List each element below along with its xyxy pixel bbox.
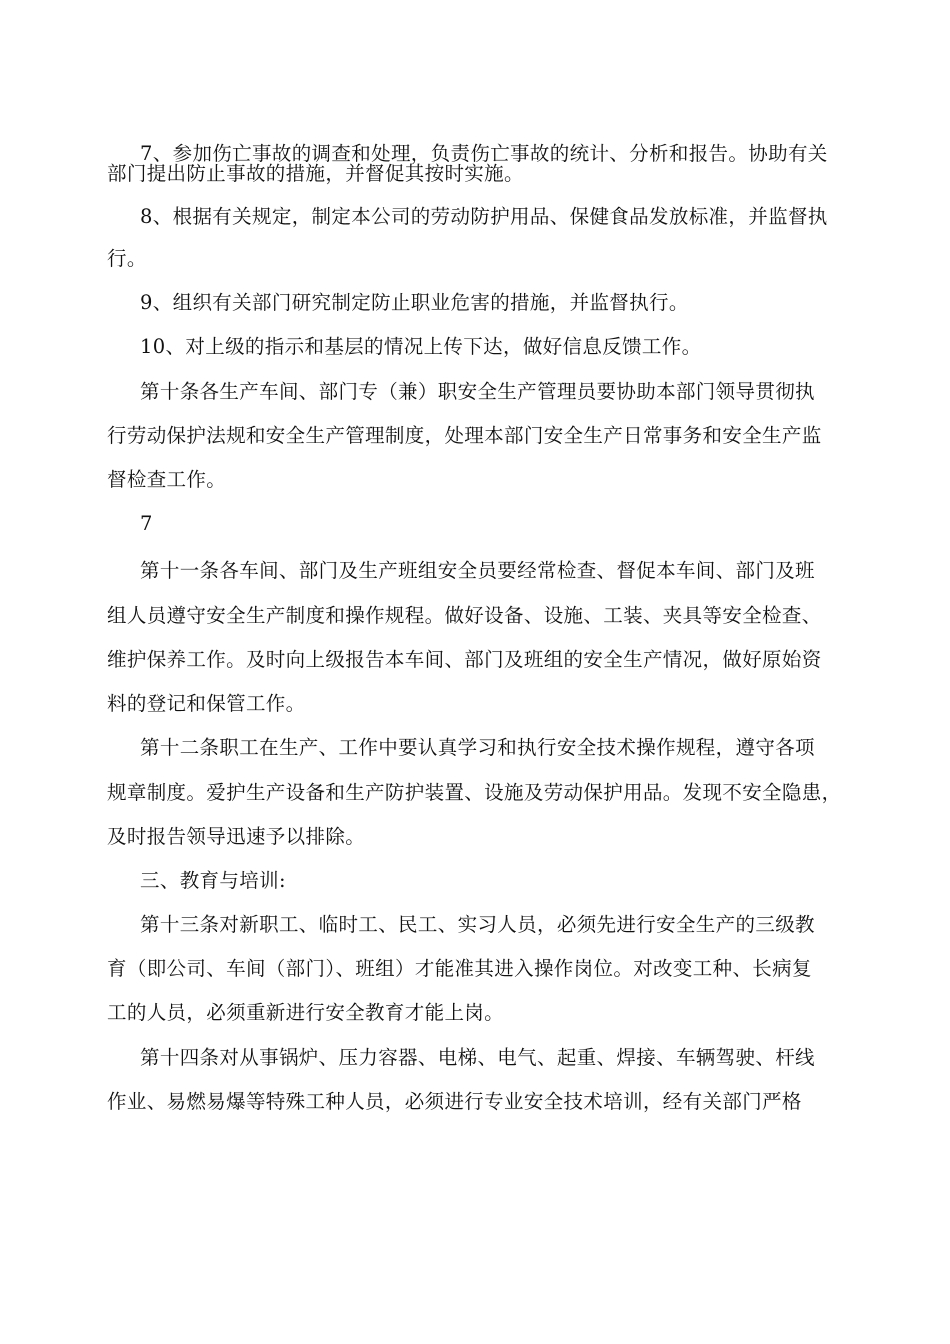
text-line: 维护保养工作。及时向上级报告本车间、部门及班组的安全生产情况，做好原始资 bbox=[107, 648, 822, 671]
text-line: 第十四条对从事锅炉、压力容器、电梯、电气、起重、焊接、车辆驾驶、杆线 bbox=[140, 1046, 815, 1069]
text-line: 第十三条对新职工、临时工、民工、实习人员，必须先进行安全生产的三级教 bbox=[140, 913, 815, 936]
text-line: 料的登记和保管工作。 bbox=[107, 692, 306, 715]
text-line: 7、参加伤亡事故的调查和处理，负责伤亡事故的统计、分析和报告。协助有关 bbox=[140, 142, 828, 165]
text-line: 育（即公司、车间（部门）、班组）才能准其进入操作岗位。对改变工种、长病复 bbox=[107, 957, 812, 980]
text-line: 10、对上级的指示和基层的情况上传下达，做好信息反馈工作。 bbox=[140, 335, 702, 358]
text-line: 第十一条各车间、部门及生产班组安全员要经常检查、督促本车间、部门及班 bbox=[140, 559, 815, 582]
text-line: 规章制度。爱护生产设备和生产防护装置、设施及劳动保护用品。发现不安全隐患， bbox=[107, 781, 842, 804]
text-line: 9、组织有关部门研究制定防止职业危害的措施，并监督执行。 bbox=[140, 291, 689, 314]
text-line: 行劳动保护法规和安全生产管理制度，处理本部门安全生产日常事务和安全生产监 bbox=[107, 424, 822, 447]
text-line: 组人员遵守安全生产制度和操作规程。做好设备、设施、工装、夹具等安全检查、 bbox=[107, 604, 822, 627]
section-heading-text: 三、教育与培训: bbox=[140, 869, 286, 892]
text-line: 部门提出防止事故的措施，并督促其按时实施。 bbox=[107, 162, 524, 185]
text-line: 及时报告领导迅速予以排除。 bbox=[107, 825, 366, 848]
page-number-text: 7 bbox=[140, 512, 153, 535]
text-line: 工的人员，必须重新进行安全教育才能上岗。 bbox=[107, 1001, 505, 1024]
text-line: 第十条各生产车间、部门专（兼）职安全生产管理员要协助本部门领导贯彻执 bbox=[140, 380, 815, 403]
text-line: 8、根据有关规定，制定本公司的劳动防护用品、保健食品发放标准，并监督执 bbox=[140, 205, 828, 228]
text-line: 作业、易燃易爆等特殊工种人员，必须进行专业安全技术培训，经有关部门严格 bbox=[107, 1090, 802, 1113]
text-line: 行。 bbox=[107, 247, 147, 270]
text-line: 督检查工作。 bbox=[107, 468, 227, 491]
text-line: 第十二条职工在生产、工作中要认真学习和执行安全技术操作规程，遵守各项 bbox=[140, 736, 815, 759]
